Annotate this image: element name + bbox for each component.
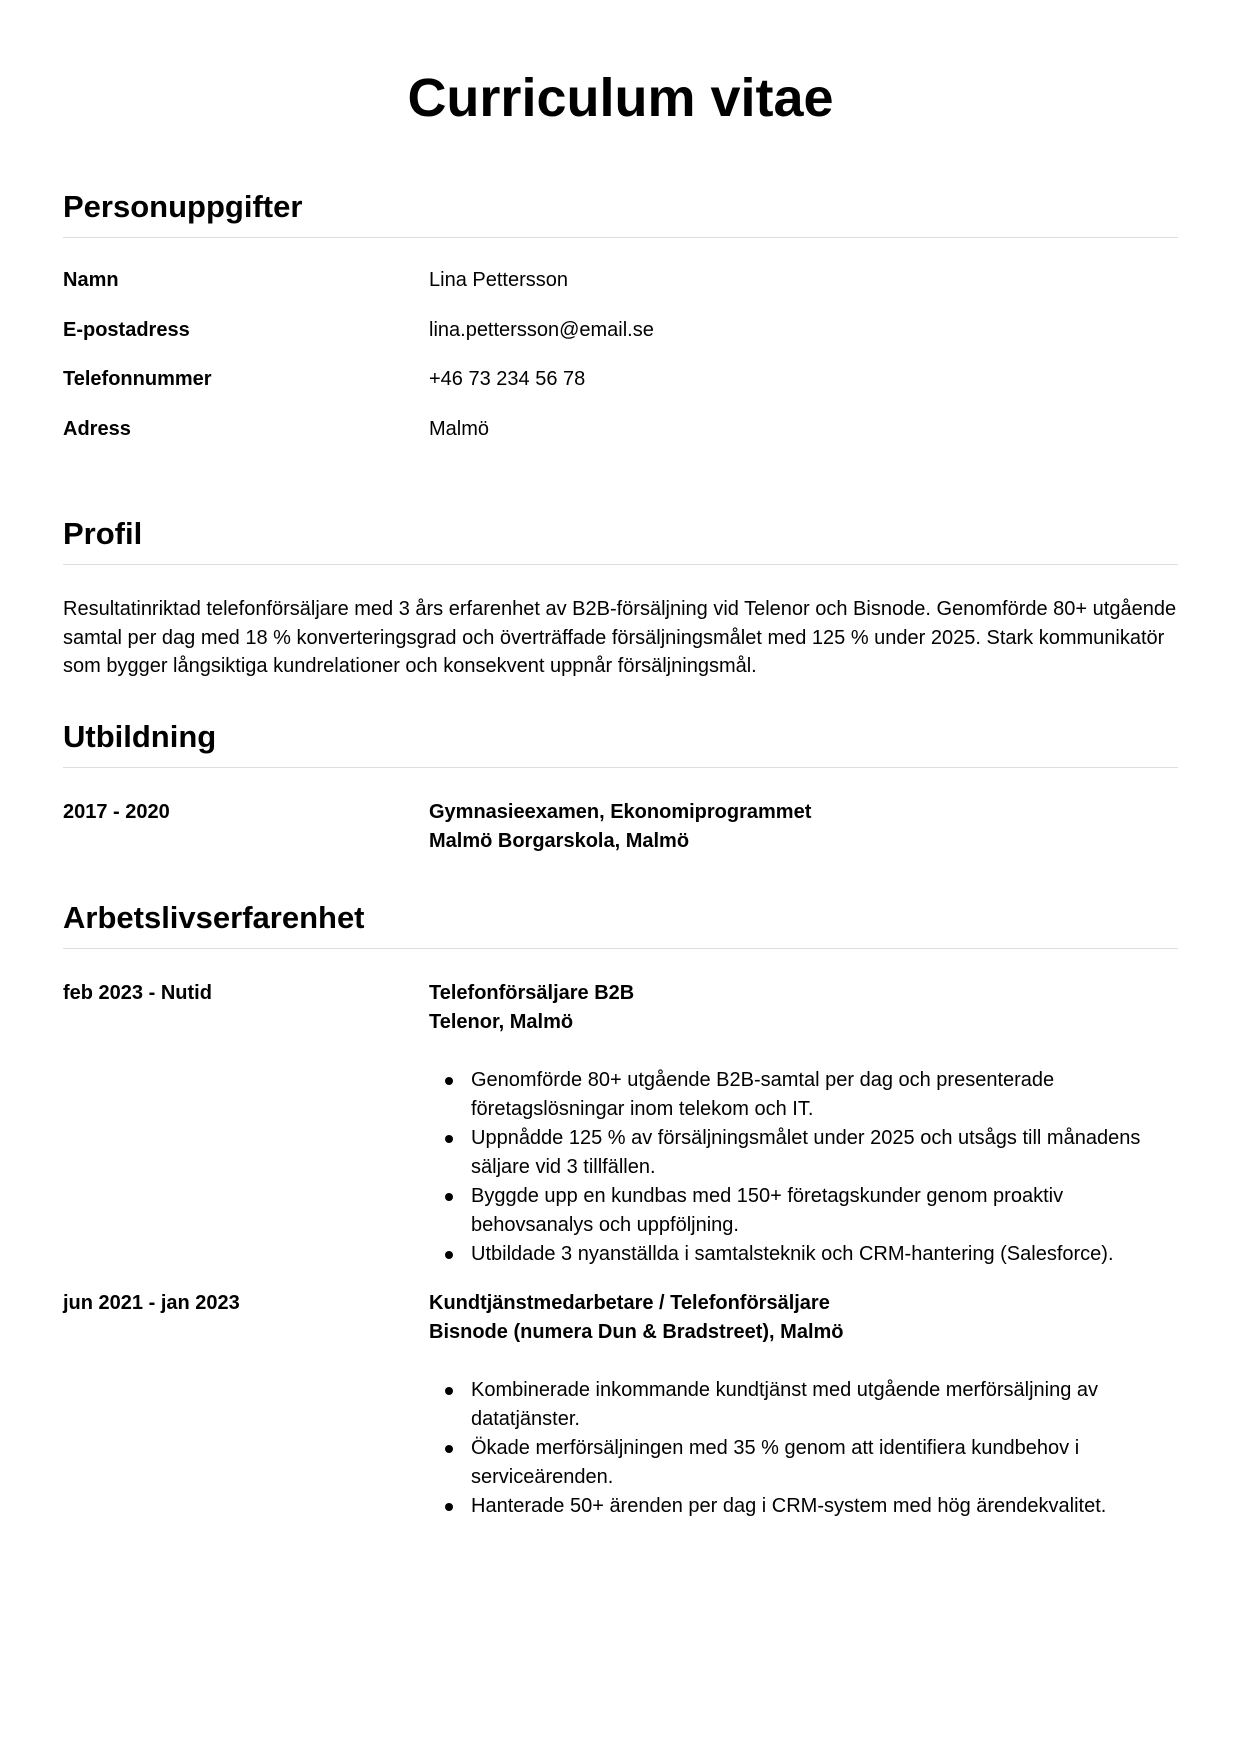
document-title: Curriculum vitae [407, 68, 834, 128]
entry-org: Bisnode (numera Dun & Bradstreet), Malmö [429, 1320, 844, 1343]
personal-row-address [63, 417, 1178, 467]
bullet-item [429, 1376, 1178, 1434]
bullet-item [429, 1434, 1178, 1492]
bullet-dot-icon [445, 1387, 453, 1395]
profile-text: Resultatinriktad telefonförsäljare med 3 års erfarenhet av B2B-försäljning vid Telenor och Bisnode. Genomförde 80+ utgående samtal per dag med 18 % konverteringsgrad och överträffade försäljningsmålet med 125 % under 2025. Stark kommunikatör som bygger långsiktiga kundrelationer och konsekvent uppnår försäljningsmål. [63, 598, 1177, 677]
bullet-item [429, 1066, 1178, 1124]
personal-section [63, 189, 1178, 466]
entry-org: Malmö Borgarskola, Malmö [429, 829, 690, 852]
personal-row-name [63, 268, 1178, 318]
bullet-text: Ökade merförsäljningen med 35 % genom att identifiera kundbehov i serviceärenden. [471, 1436, 1080, 1488]
personal-row-phone [63, 367, 1178, 417]
entry-title: Kundtjänstmedarbetare / Telefonförsäljare [429, 1291, 830, 1314]
education-entry [63, 798, 1178, 856]
entry-org: Telenor, Malmö [429, 1010, 574, 1033]
bullet-item [429, 1124, 1178, 1182]
work-heading: Arbetslivserfarenhet [63, 900, 1178, 949]
personal-value: Malmö [429, 417, 490, 440]
entry-body [429, 979, 1178, 1269]
personal-label: Adress [63, 417, 131, 440]
bullet-text: Utbildade 3 nyanställda i samtalsteknik och CRM-hantering (Salesforce). [471, 1242, 1114, 1265]
bullet-text: Genomförde 80+ utgående B2B-samtal per dag och presenterade företagslösningar inom telekom och IT. [471, 1068, 1055, 1120]
entry-title: Telefonförsäljare B2B [429, 981, 635, 1004]
bullet-list [429, 1376, 1178, 1521]
entry-dates: feb 2023 - Nutid [63, 981, 212, 1004]
entry-dates: jun 2021 - jan 2023 [63, 1291, 240, 1314]
personal-value: +46 73 234 56 78 [429, 368, 586, 390]
personal-label: Namn [63, 269, 119, 291]
bullet-item [429, 1240, 1178, 1269]
entry-body [429, 798, 1178, 856]
work-section [63, 900, 1178, 1521]
bullet-dot-icon [445, 1503, 453, 1511]
bullet-item [429, 1182, 1178, 1240]
personal-table [63, 268, 1178, 466]
entry-body [429, 1289, 1178, 1521]
personal-value: lina.pettersson@email.se [429, 318, 654, 341]
personal-value: Lina Pettersson [429, 269, 568, 291]
bullet-list [429, 1066, 1178, 1269]
bullet-text: Kombinerade inkommande kundtjänst med utgående merförsäljning av datatjänster. [471, 1378, 1099, 1430]
bullet-dot-icon [445, 1135, 453, 1143]
work-entry [63, 979, 1178, 1269]
bullet-text: Hanterade 50+ ärenden per dag i CRM-system med hög ärendekvalitet. [471, 1494, 1107, 1517]
work-entry [63, 1289, 1178, 1521]
entry-dates: 2017 - 2020 [63, 800, 170, 823]
entry-title: Gymnasieexamen, Ekonomiprogrammet [429, 800, 812, 823]
personal-label: E-postadress [63, 318, 190, 341]
personal-heading: Personuppgifter [63, 189, 1178, 238]
education-heading: Utbildning [63, 719, 1178, 768]
personal-label: Telefonnummer [63, 368, 212, 390]
bullet-text: Byggde upp en kundbas med 150+ företagskunder genom proaktiv behovsanalys och uppföljning. [471, 1184, 1064, 1236]
bullet-text: Uppnådde 125 % av försäljningsmålet under 2025 och utsågs till månadens säljare vid 3 tillfällen. [471, 1126, 1141, 1178]
bullet-dot-icon [445, 1445, 453, 1453]
bullet-dot-icon [445, 1077, 453, 1085]
education-section [63, 719, 1178, 856]
bullet-dot-icon [445, 1251, 453, 1259]
profile-section [63, 516, 1178, 681]
bullet-dot-icon [445, 1193, 453, 1201]
bullet-item [429, 1492, 1178, 1521]
profile-heading: Profil [63, 516, 1178, 565]
personal-row-email [63, 318, 1178, 368]
